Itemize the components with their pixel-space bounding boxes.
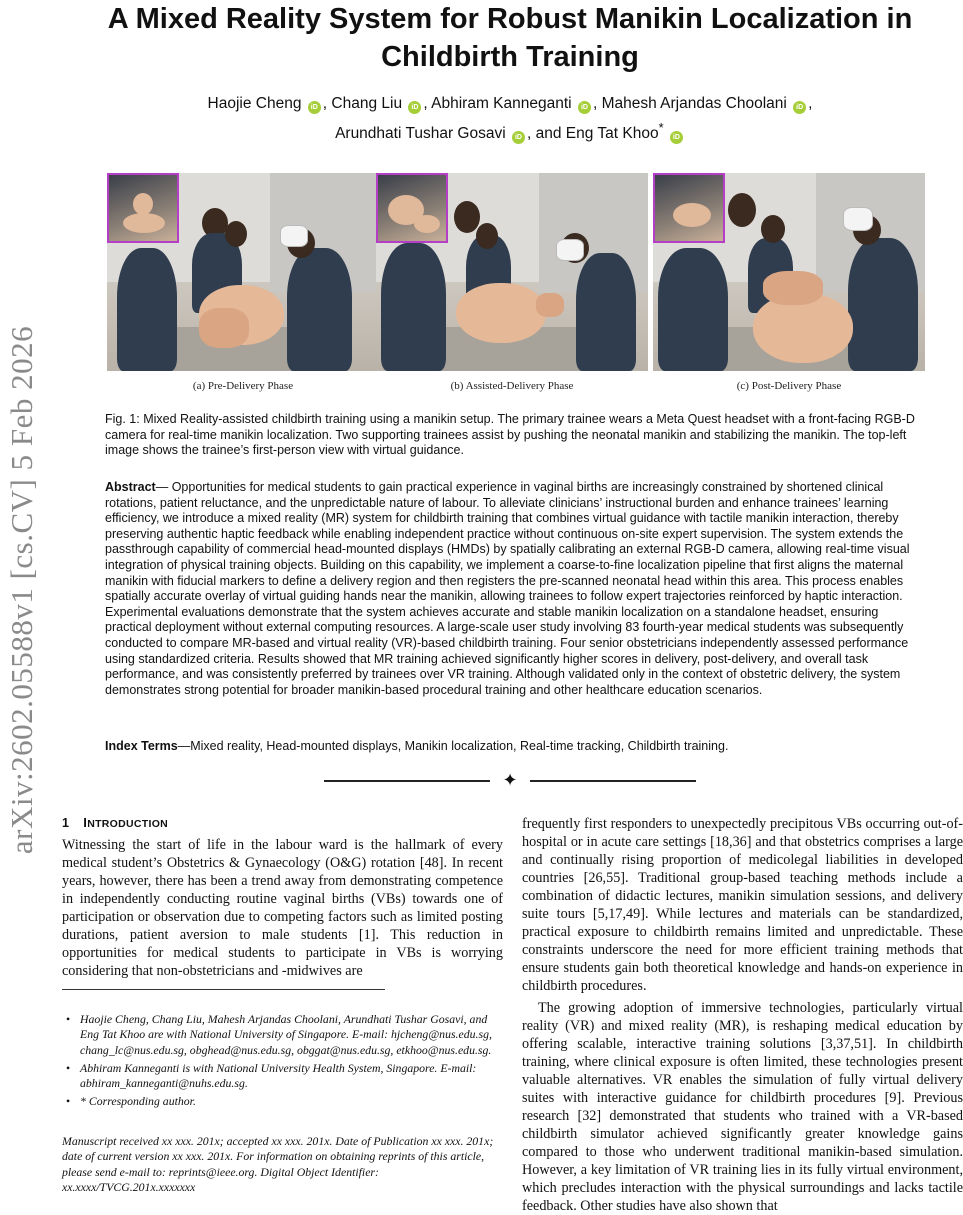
author-name: Chang Liu — [331, 95, 403, 112]
separator-star-icon: ✦ — [502, 770, 518, 791]
author-line-1: Haojie Cheng iD , Chang Liu iD , Abhiram Kanneganti iD , Mahesh Arjandas Choolani iD , — [207, 95, 813, 112]
abstract-text: — Opportunities for medical students to gain practical experience in vaginal births are increasingly constrained by shortened clinical rotations, patient reluctance, and the unpredictable nature of labour. To alleviate clinicians’ instructional burden and enhance trainees’ learning efficiency, we introduce a mixed reality (MR) system for childbirth training that combines virtual guidance with tactile manikin interaction, thereby preserving authentic haptic feedback while enabling independent practice without continuous on-site expert supervision. The system extends the passthrough capability of commercial head-mounted displays (HMDs) by spatially calibrating an external RGB-D camera, allowing real-time visual integration of physical training objects. Building on this capability, we implement a coarse-to-fine localization pipeline that first aligns the maternal manikin with fiducial markers to define a delivery region and then registers the pre-scanned neonatal head within this area. This process enables spatially accurate overlay of virtual guiding hands near the manikin, allowing trainees to follow expert trajectories reinforced by haptic interaction. Experimental evaluations demonstrate that the system achieves accurate and stable manikin localization on a standalone headset, ensuring practical deployment without external computing resources. A large-scale user study involving 83 fourth-year medical students was subsequently conducted to compare MR-based and virtual reality (VR)-based childbirth training. Four senior obstetricians independently assessed performance using standardized criteria. Results showed that MR training achieved significantly higher scores in delivery, post-delivery, and overall task performance, and was consistently preferred by trainees over VR training. Although validated only in the context of obstetric delivery, the system demonstrates strong potential for broader manikin-based procedural training and other healthcare education scenarios. — [105, 480, 910, 697]
author-name: Eng Tat Khoo — [565, 125, 659, 143]
author-name: Mahesh Arjandas Choolani — [601, 95, 787, 112]
bullet: • — [66, 1012, 71, 1026]
section-number: 1 — [62, 816, 70, 830]
orcid-icon[interactable]: iD — [578, 101, 591, 114]
first-person-view-inset — [653, 173, 725, 243]
subcaption-c: (c) Post-Delivery Phase — [736, 380, 842, 392]
first-person-view-inset — [107, 173, 179, 243]
footnote-rule — [62, 989, 385, 990]
section-title-rest: NTRODUCTION — [87, 818, 169, 830]
body-text-left-column: Witnessing the start of life in the labour ward is the hallmark of every medical student’s Obstetrics & Gynaecology (O&G) rotation [48]. In recent years, however, there has been a trend away from demonstrating competence in independently conducting routine vaginal births (VBs) towards one of participation or observation due to competing factors such as limited posting durations, patient aversion to male students [1]. This reduction in opportunities for medical students to participate in VBs is worrying considering that non-obstetricians and -midwives are — [62, 837, 503, 979]
orcid-icon[interactable]: iD — [793, 101, 806, 114]
section-title-initial: I — [83, 815, 88, 830]
author-footnotes — [62, 1012, 503, 1113]
orcid-icon[interactable]: iD — [408, 101, 421, 114]
abstract — [105, 480, 918, 698]
and-word: and — [535, 125, 562, 143]
subcaption-b: (b) Assisted-Delivery Phase — [450, 380, 574, 392]
manuscript-note: Manuscript received xx xxx. 201x; accepted xx xxx. 201x. Date of Publication xx xxx. 201x; date of current version xx xxx. 201x. For information on obtaining reprints of this article, please send e-mail to: reprints@ieee.org. Digital Object Identifier: xx.xxxx/TVCG.201x.xxxxxxx — [62, 1134, 494, 1194]
footnote-item — [62, 1012, 503, 1058]
first-person-view-inset — [376, 173, 448, 243]
orcid-icon[interactable]: iD — [670, 131, 683, 144]
bullet: • — [66, 1060, 71, 1075]
author-name: Abhiram Kanneganti — [431, 95, 572, 112]
orcid-icon[interactable]: iD — [308, 101, 321, 114]
arxiv-identifier-stamp — [2, 290, 42, 890]
author-line-2: Arundhati Tushar Gosavi iD , and Eng Tat Khoo* iD — [100, 116, 920, 146]
body-paragraph: frequently first responders to unexpectedly precipitous VBs occurring out-of-hospital or in acute care settings [18,36] and that obstetrics comprises a large and continually rising proportion of medicolegal liabilities in developed countries [26,55]. Traditional group-based teaching methods include a combination of didactic lectures, manikin simulation sessions, and delivery suite tours [5,17,49]. While lectures and materials can be standardized, practical exposure to childbirth remains limited and unpredictable. These constraints underscore the need for more efficient training methods that ensure students gain both theoretical knowledge and hands-on experience in childbirth procedures. — [522, 816, 963, 994]
figure-photo-pre-delivery — [107, 173, 379, 371]
separator-rule-right — [530, 780, 696, 782]
separator-rule-left — [324, 780, 490, 782]
corresponding-mark: * — [658, 120, 664, 135]
footnote-item — [62, 1061, 503, 1092]
paper-title: A Mixed Reality System for Robust Manikin Localization in Childbirth Training — [107, 3, 913, 73]
figure-caption: Fig. 1: Mixed Reality-assisted childbirth training using a manikin setup. The primary trainee wears a Meta Quest headset with a front-facing RGB-D camera for real-time manikin localization. Two supporting trainees assist by pushing the neonatal manikin and stabilizing the manikin. The top-left image shows the trainee’s first-person view with virtual guidance. — [105, 412, 915, 458]
footnote-text: * Corresponding author. — [80, 1094, 196, 1109]
arxiv-identifier-text: arXiv:2602.05588v1 [cs.CV] 5 Feb 2026 — [4, 325, 40, 855]
body-text-right-column — [522, 815, 963, 1215]
bullet: • — [66, 1094, 71, 1109]
figure-photo-post-delivery — [653, 173, 925, 371]
footnote-text: Haojie Cheng, Chang Liu, Mahesh Arjandas Choolani, Arundhati Tushar Gosavi, and Eng Tat Khoo are with National University of Singapore. E-mail: hjcheng@nus.edu.sg, chang_lc@nus.edu.sg, obghead@nus.edu.sg, obggat@nus.edu.sg, etkhoo@nus.edu.sg. — [80, 1012, 492, 1057]
index-terms-label: Index Terms — [105, 739, 178, 753]
footnote-item — [62, 1094, 503, 1109]
author-list — [100, 92, 920, 146]
body-paragraph: The growing adoption of immersive technologies, particularly virtual reality (VR) and mixed reality (MR), is reshaping medical education by offering scalable, interactive training solutions [3,37,51]. In childbirth training, where clinical exposure is often limited, these technologies present valuable alternatives. VR enables the simulation of fully virtual delivery suites with interactive guidance for childbirth procedures [9]. Previous research [32] demonstrated that students who trained with a VR-based childbirth simulator achieved significantly greater knowledge gains compared to those who underwent traditional manikin-based simulation. However, a key limitation of VR training lies in its fully virtual environment, which precludes interaction with the physical surroundings and lacks tactile feedback. Other studies have also shown that — [522, 1000, 963, 1214]
subcaption-a: (a) Pre-Delivery Phase — [192, 380, 294, 392]
footnote-text: Abhiram Kanneganti is with National University Health System, Singapore. E-mail: abhiram_kanneganti@nuhs.edu.sg. — [80, 1060, 477, 1091]
figure-photo-assisted-delivery — [376, 173, 648, 371]
author-name: Arundhati Tushar Gosavi — [335, 125, 506, 143]
abstract-label: Abstract — [105, 480, 156, 494]
index-terms — [105, 738, 918, 754]
index-terms-text: —Mixed reality, Head-mounted displays, Manikin localization, Real-time tracking, Childbirth training. — [177, 739, 729, 753]
section-heading-introduction — [62, 815, 168, 830]
orcid-icon[interactable]: iD — [512, 131, 525, 144]
author-name: Haojie Cheng — [207, 95, 302, 112]
